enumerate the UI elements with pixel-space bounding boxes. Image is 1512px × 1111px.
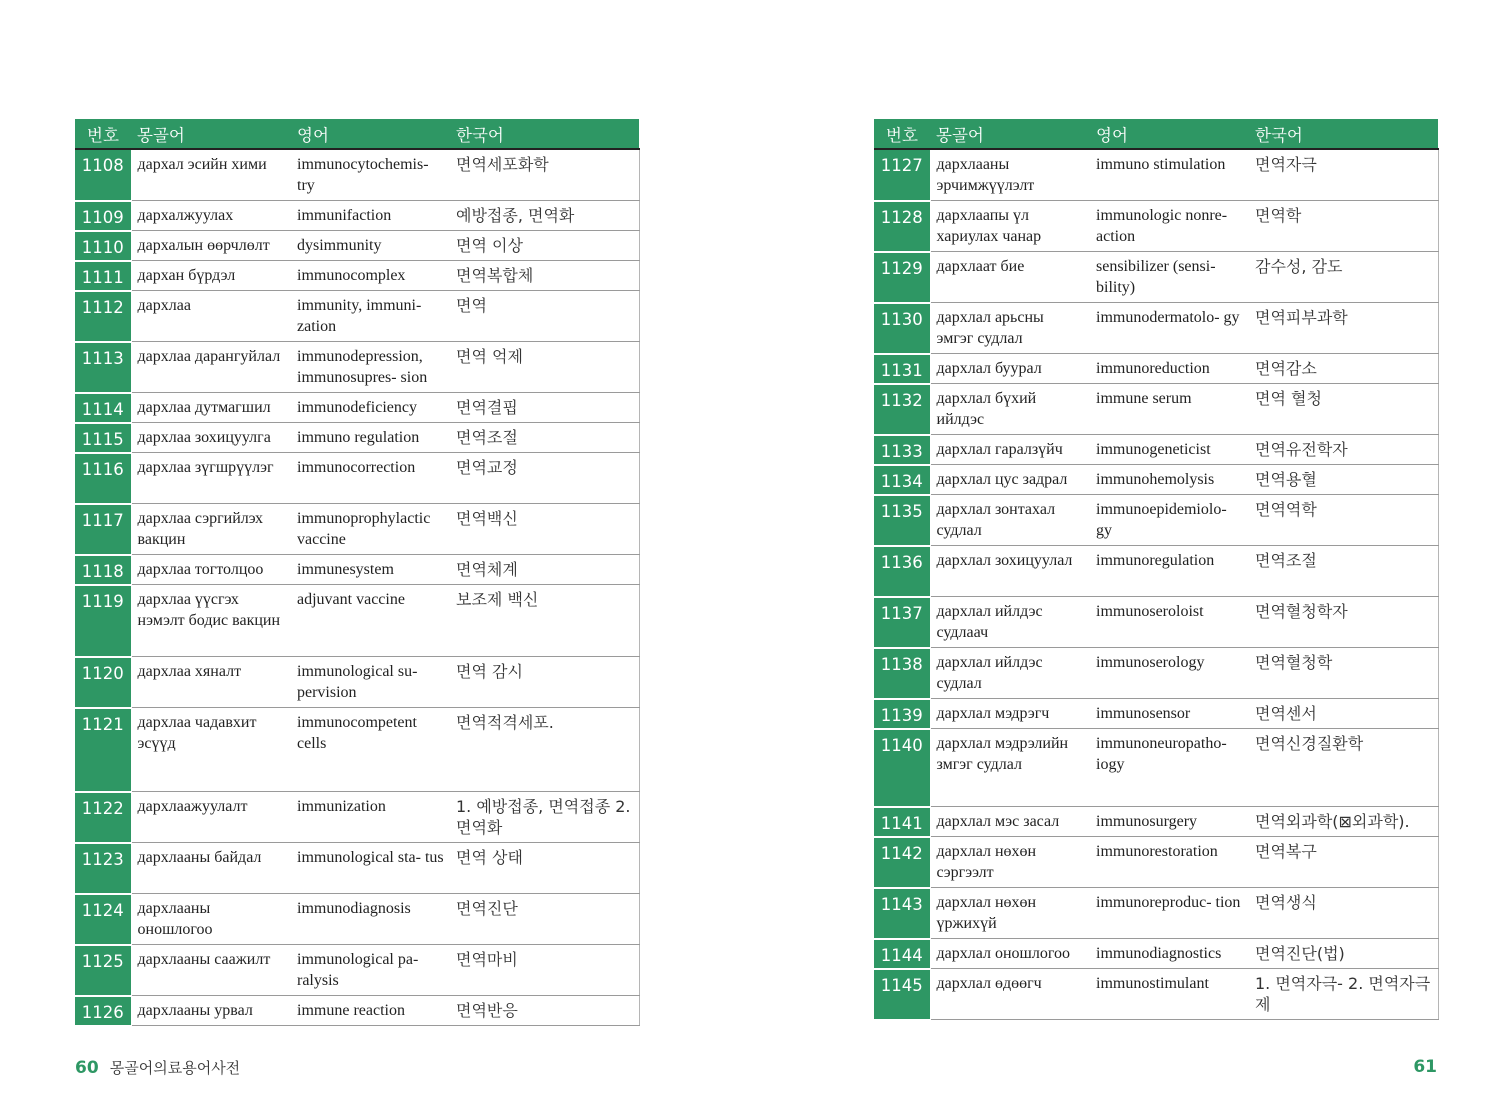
header-english: 영어 — [1090, 119, 1249, 149]
table-row — [874, 969, 1438, 1020]
right-term-table — [874, 119, 1439, 1021]
entry-korean: 면역자극 — [1249, 149, 1438, 201]
entry-korean: 면역피부과학 — [1249, 303, 1438, 354]
entry-mongolian: дархлаа чадавхит эсүүд — [131, 708, 291, 792]
entry-korean: 예방접종, 면역화 — [450, 201, 639, 231]
entry-mongolian: дархлал мэс засал — [930, 807, 1090, 837]
table-row — [75, 996, 639, 1026]
entry-english: immunoepidemiolo- gy — [1090, 495, 1249, 546]
entry-english: immunodiagnostics — [1090, 939, 1249, 969]
entry-number: 1141 — [874, 807, 930, 837]
table-row — [75, 423, 639, 453]
entry-korean: 면역신경질환학 — [1249, 729, 1438, 807]
entry-number: 1116 — [75, 453, 131, 504]
entry-english: immunological sta- tus — [291, 843, 450, 894]
entry-number: 1143 — [874, 888, 930, 939]
table-row — [75, 657, 639, 708]
entry-korean: 면역백신 — [450, 504, 639, 555]
entry-english: immune serum — [1090, 384, 1249, 435]
entry-english: immuno regulation — [291, 423, 450, 453]
entry-english: immunogeneticist — [1090, 435, 1249, 465]
entry-mongolian: дархлааны оношлогоо — [131, 894, 291, 945]
entry-korean: 면역용혈 — [1249, 465, 1438, 495]
entry-number: 1139 — [874, 699, 930, 729]
entry-number: 1135 — [874, 495, 930, 546]
table-row — [874, 465, 1438, 495]
entry-number: 1119 — [75, 585, 131, 657]
entry-korean: 면역 감시 — [450, 657, 639, 708]
entry-korean: 면역유전학자 — [1249, 435, 1438, 465]
entry-mongolian: дархлааны байдал — [131, 843, 291, 894]
entry-english: adjuvant vaccine — [291, 585, 450, 657]
entry-english: immunosurgery — [1090, 807, 1249, 837]
entry-mongolian: дархлаа үүсгэх нэмэлт бодис вакцин — [131, 585, 291, 657]
entry-english: immunohemolysis — [1090, 465, 1249, 495]
entry-number: 1137 — [874, 597, 930, 648]
entry-english: immunoseroloist — [1090, 597, 1249, 648]
table-row — [75, 342, 639, 393]
table-row — [874, 699, 1438, 729]
entry-english: immuno stimulation — [1090, 149, 1249, 201]
entry-mongolian: дархлал гаралзүйч — [930, 435, 1090, 465]
entry-mongolian: дархлал оношлогоо — [930, 939, 1090, 969]
entry-number: 1136 — [874, 546, 930, 597]
header-mongolian: 몽골어 — [930, 119, 1090, 149]
table-row — [75, 231, 639, 261]
table-row — [874, 354, 1438, 384]
entry-mongolian: дархлал цус задрал — [930, 465, 1090, 495]
table-row — [874, 837, 1438, 888]
entry-number: 1140 — [874, 729, 930, 807]
table-row — [874, 149, 1438, 201]
entry-number: 1127 — [874, 149, 930, 201]
entry-english: immunoreproduc- tion — [1090, 888, 1249, 939]
entry-mongolian: дархлал бүхий ийлдэс — [930, 384, 1090, 435]
table-row — [874, 648, 1438, 699]
entry-number: 1109 — [75, 201, 131, 231]
entry-mongolian: дархлаа дутмагшил — [131, 393, 291, 423]
entry-english: immunorestoration — [1090, 837, 1249, 888]
entry-mongolian: дархлал ийлдэс судлаач — [930, 597, 1090, 648]
entry-korean: 1. 예방접종, 면역접종 2. 면역화 — [450, 792, 639, 843]
table-row — [75, 792, 639, 843]
entry-mongolian: дархлаажуулалт — [131, 792, 291, 843]
entry-number: 1112 — [75, 291, 131, 342]
entry-english: immunodiagnosis — [291, 894, 450, 945]
right-page-number: 61 — [1413, 1057, 1437, 1077]
entry-english: immunodeficiency — [291, 393, 450, 423]
entry-mongolian: дархлал зохицуулал — [930, 546, 1090, 597]
entry-english: immunifaction — [291, 201, 450, 231]
entry-number: 1129 — [874, 252, 930, 303]
entry-number: 1113 — [75, 342, 131, 393]
table-header-row — [874, 119, 1438, 149]
table-row — [874, 384, 1438, 435]
entry-number: 1114 — [75, 393, 131, 423]
entry-korean: 감수성, 감도 — [1249, 252, 1438, 303]
table-row — [75, 149, 639, 201]
entry-korean: 면역 이상 — [450, 231, 639, 261]
entry-english: sensibilizer (sensi- bility) — [1090, 252, 1249, 303]
entry-number: 1115 — [75, 423, 131, 453]
entry-korean: 면역체계 — [450, 555, 639, 585]
entry-number: 1120 — [75, 657, 131, 708]
entry-korean: 면역혈청학자 — [1249, 597, 1438, 648]
entry-english: dysimmunity — [291, 231, 450, 261]
entry-english: immunization — [291, 792, 450, 843]
book-title: 몽골어의료용어사전 — [109, 1059, 241, 1077]
entry-number: 1145 — [874, 969, 930, 1020]
table-row — [874, 201, 1438, 252]
table-row — [75, 393, 639, 423]
entry-korean: 보조제 백신 — [450, 585, 639, 657]
entry-english: immune reaction — [291, 996, 450, 1026]
entry-mongolian: дархлаа — [131, 291, 291, 342]
entry-english: immunocomplex — [291, 261, 450, 291]
table-row — [874, 546, 1438, 597]
left-page-footer — [75, 1057, 240, 1078]
table-row — [75, 201, 639, 231]
entry-korean: 면역 — [450, 291, 639, 342]
table-row — [75, 945, 639, 996]
left-page-number: 60 — [75, 1058, 99, 1078]
entry-mongolian: дархлаат бие — [930, 252, 1090, 303]
entry-number: 1133 — [874, 435, 930, 465]
entry-number: 1108 — [75, 149, 131, 201]
entry-english: immunocytochemis- try — [291, 149, 450, 201]
entry-number: 1121 — [75, 708, 131, 792]
entry-english: immunoreduction — [1090, 354, 1249, 384]
table-row — [75, 555, 639, 585]
entry-korean: 면역센서 — [1249, 699, 1438, 729]
entry-korean: 면역혈청학 — [1249, 648, 1438, 699]
entry-mongolian: дархалын өөрчлөлт — [131, 231, 291, 261]
entry-korean: 면역감소 — [1249, 354, 1438, 384]
entry-mongolian: дархан бүрдэл — [131, 261, 291, 291]
header-korean: 한국어 — [1249, 119, 1438, 149]
entry-korean: 면역복합체 — [450, 261, 639, 291]
header-number: 번호 — [75, 119, 131, 149]
table-row — [874, 939, 1438, 969]
entry-number: 1132 — [874, 384, 930, 435]
entry-korean: 1. 면역자극- 2. 면역자극제 — [1249, 969, 1438, 1020]
entry-mongolian: дархлал арьсны эмгэг судлал — [930, 303, 1090, 354]
table-row — [874, 807, 1438, 837]
entry-number: 1138 — [874, 648, 930, 699]
entry-mongolian: дархлаа дарангуйлал — [131, 342, 291, 393]
entry-mongolian: дархлаа зүгшрүүлэг — [131, 453, 291, 504]
entry-korean: 면역세포화학 — [450, 149, 639, 201]
entry-korean: 면역조절 — [1249, 546, 1438, 597]
entry-korean: 면역결핍 — [450, 393, 639, 423]
entry-english: immunosensor — [1090, 699, 1249, 729]
entry-mongolian: дархалжуулах — [131, 201, 291, 231]
entry-mongolian: дархлаа тогтолцоо — [131, 555, 291, 585]
header-mongolian: 몽골어 — [131, 119, 291, 149]
table-row — [874, 729, 1438, 807]
table-row — [75, 453, 639, 504]
entry-mongolian: дархлаа хяналт — [131, 657, 291, 708]
header-korean: 한국어 — [450, 119, 639, 149]
entry-number: 1117 — [75, 504, 131, 555]
entry-mongolian: дархлааны эрчимжүүлэлт — [930, 149, 1090, 201]
entry-number: 1134 — [874, 465, 930, 495]
entry-mongolian: дархлааны саажилт — [131, 945, 291, 996]
entry-english: immunostimulant — [1090, 969, 1249, 1020]
entry-mongolian: дархал эсийн хими — [131, 149, 291, 201]
entry-english: immunoneuropatho- iogy — [1090, 729, 1249, 807]
entry-korean: 면역마비 — [450, 945, 639, 996]
table-row — [75, 894, 639, 945]
entry-english: immunocompetent cells — [291, 708, 450, 792]
entry-number: 1130 — [874, 303, 930, 354]
entry-mongolian: дархлал зонтахал судлал — [930, 495, 1090, 546]
table-row — [874, 888, 1438, 939]
entry-english: immunity, immuni- zation — [291, 291, 450, 342]
entry-korean: 면역복구 — [1249, 837, 1438, 888]
entry-english: immunodepression, immunosupres- sion — [291, 342, 450, 393]
entry-korean: 면역 억제 — [450, 342, 639, 393]
table-row — [75, 585, 639, 657]
entry-mongolian: дархлаапы үл хариулах чанар — [930, 201, 1090, 252]
entry-number: 1128 — [874, 201, 930, 252]
entry-mongolian: дархлал ийлдэс судлал — [930, 648, 1090, 699]
entry-number: 1144 — [874, 939, 930, 969]
entry-english: immunoprophylactic vaccine — [291, 504, 450, 555]
table-row — [75, 843, 639, 894]
entry-number: 1118 — [75, 555, 131, 585]
entry-number: 1111 — [75, 261, 131, 291]
table-header-row — [75, 119, 639, 149]
entry-mongolian: дархлал нөхөн сэргээлт — [930, 837, 1090, 888]
entry-english: immunoserology — [1090, 648, 1249, 699]
entry-english: immunodermatolo- gy — [1090, 303, 1249, 354]
entry-korean: 면역역학 — [1249, 495, 1438, 546]
entry-number: 1124 — [75, 894, 131, 945]
table-row — [75, 504, 639, 555]
table-row — [75, 291, 639, 342]
table-row — [75, 708, 639, 792]
entry-korean: 면역진단(법) — [1249, 939, 1438, 969]
entry-number: 1131 — [874, 354, 930, 384]
entry-mongolian: дархлал нөхөн үржихүй — [930, 888, 1090, 939]
entry-mongolian: дархлаа сэргийлэх вакцин — [131, 504, 291, 555]
entry-mongolian: дархлал буурал — [930, 354, 1090, 384]
entry-korean: 면역 혈청 — [1249, 384, 1438, 435]
entry-korean: 면역외과학(⊠외과학). — [1249, 807, 1438, 837]
entry-mongolian: дархлал мэдрэлийн змгэг судлал — [930, 729, 1090, 807]
table-row — [874, 435, 1438, 465]
entry-mongolian: дархлал өдөөгч — [930, 969, 1090, 1020]
entry-korean: 면역교정 — [450, 453, 639, 504]
entry-korean: 면역진단 — [450, 894, 639, 945]
entry-korean: 면역반응 — [450, 996, 639, 1026]
entry-number: 1123 — [75, 843, 131, 894]
table-row — [874, 597, 1438, 648]
entry-mongolian: дархлаа зохицуулга — [131, 423, 291, 453]
table-row — [874, 252, 1438, 303]
header-number: 번호 — [874, 119, 930, 149]
entry-number: 1122 — [75, 792, 131, 843]
entry-korean: 면역생식 — [1249, 888, 1438, 939]
entry-english: immunological pa- ralysis — [291, 945, 450, 996]
entry-mongolian: дархлааны урвал — [131, 996, 291, 1026]
entry-number: 1126 — [75, 996, 131, 1026]
header-english: 영어 — [291, 119, 450, 149]
table-row — [874, 303, 1438, 354]
entry-english: immunoregulation — [1090, 546, 1249, 597]
table-row — [874, 495, 1438, 546]
entry-english: immunological su- pervision — [291, 657, 450, 708]
entry-korean: 면역조절 — [450, 423, 639, 453]
entry-korean: 면역 상태 — [450, 843, 639, 894]
entry-number: 1110 — [75, 231, 131, 261]
entry-english: immunologic nonre- action — [1090, 201, 1249, 252]
entry-korean: 면역적격세포. — [450, 708, 639, 792]
entry-number: 1142 — [874, 837, 930, 888]
entry-mongolian: дархлал мэдрэгч — [930, 699, 1090, 729]
entry-korean: 면역학 — [1249, 201, 1438, 252]
left-term-table — [75, 119, 640, 1027]
table-row — [75, 261, 639, 291]
entry-number: 1125 — [75, 945, 131, 996]
entry-english: immunocorrection — [291, 453, 450, 504]
entry-english: immunesystem — [291, 555, 450, 585]
